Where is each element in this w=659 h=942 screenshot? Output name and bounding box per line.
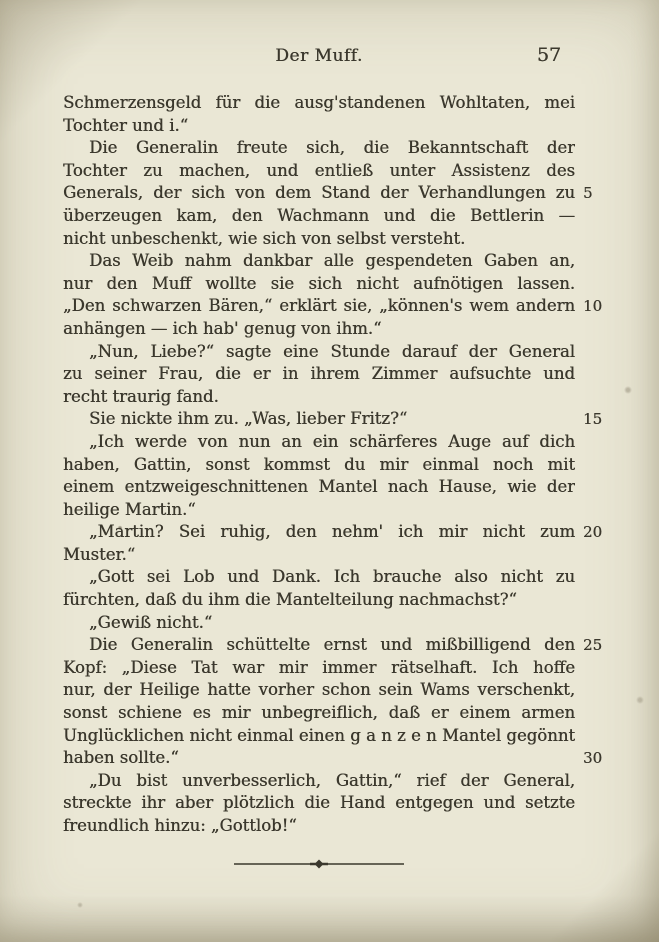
text-line — [63, 386, 575, 409]
text-line — [63, 499, 575, 522]
text-block — [63, 92, 603, 838]
line-text: zu seiner Frau, die er in ihrem Zimmer aufsuchte und — [63, 364, 575, 384]
text-line — [63, 702, 575, 725]
line-text: überzeugen kam, den Wachmann und die Bettlerin — — [63, 205, 575, 225]
line-text: „Ich werde von nun an ein schärferes Auge auf dich — [89, 431, 575, 451]
line-text: „Gewiß nicht.“ — [89, 612, 213, 632]
line-text: Muster.“ — [63, 544, 136, 564]
text-line — [63, 815, 575, 838]
line-text: Die Generalin schüttelte ernst und mißbilligend den — [89, 635, 575, 655]
text-line — [63, 137, 575, 160]
chapter-title: Der Muff. — [275, 46, 363, 66]
line-text: Das Weib nahm dankbar alle gespendeten Gaben an, — [89, 251, 575, 271]
line-text: „Du bist unverbesserlich, Gattin,“ rief der General, — [89, 770, 575, 790]
line-text: Schmerzensgeld für die ausg'standenen Wohltaten, mei — [63, 93, 575, 112]
line-text: streckte ihr aber plötzlich die Hand entgegen und setzte — [63, 793, 575, 813]
text-line — [63, 205, 575, 228]
text-line — [63, 228, 575, 251]
text-line — [63, 521, 603, 544]
text-line — [63, 566, 575, 589]
line-number: 25 — [583, 636, 603, 655]
text-line — [63, 589, 575, 612]
line-text: haben, Gattin, sonst kommst du mir einmal noch mit — [63, 454, 575, 474]
line-number: 5 — [583, 184, 593, 203]
running-header — [63, 46, 575, 76]
line-text: Sie nickte ihm zu. „Was, lieber Fritz?“ — [89, 409, 408, 429]
text-line — [63, 544, 575, 567]
text-line — [63, 250, 575, 273]
text-line — [63, 92, 575, 115]
text-line — [63, 476, 575, 499]
section-divider-ornament — [234, 858, 404, 870]
text-line — [63, 115, 575, 138]
text-line — [63, 612, 575, 635]
line-text: fürchten, daß du ihm die Mantelteilung nachmachst?“ — [63, 590, 517, 610]
line-text: heilige Martin.“ — [63, 499, 196, 519]
text-line — [63, 454, 575, 477]
line-text: Tochter und i.“ — [63, 115, 189, 135]
text-line — [63, 747, 603, 770]
line-text: Unglücklichen nicht einmal einen g a n z e n Mantel gegönnt — [63, 725, 575, 745]
line-text: Kopf: „Diese Tat war mir immer rätselhaft. Ich hoffe — [63, 657, 575, 677]
line-number: 15 — [583, 410, 603, 429]
text-line — [63, 363, 575, 386]
line-text: recht traurig fand. — [63, 386, 219, 406]
text-line — [63, 341, 575, 364]
text-line — [63, 431, 575, 454]
text-line — [63, 725, 575, 748]
line-text: Generals, der sich von dem Stand der Verhandlungen zu — [63, 183, 575, 203]
line-text: nur, der Heilige hatte vorher schon sein Wams verschenkt, — [63, 680, 575, 700]
line-number: 30 — [583, 749, 603, 768]
text-line — [63, 770, 575, 793]
line-text: sonst schiene es mir unbegreiflich, daß er einem armen — [63, 703, 575, 723]
text-line — [63, 792, 575, 815]
text-line — [63, 657, 575, 680]
line-text: nicht unbeschenkt, wie sich von selbst versteht. — [63, 228, 466, 248]
line-text: nur den Muff wollte sie sich nicht aufnötigen lassen. — [63, 273, 575, 293]
text-line — [63, 679, 575, 702]
page-number: 57 — [536, 44, 561, 66]
text-line — [63, 182, 593, 205]
line-text: „Den schwarzen Bären,“ erklärt sie, „können's wem andern — [63, 296, 575, 316]
line-text: freundlich hinzu: „Gottlob!“ — [63, 816, 297, 835]
line-text: anhängen — ich hab' genug von ihm.“ — [63, 318, 382, 338]
text-line — [63, 295, 603, 318]
text-line — [63, 160, 575, 183]
line-text: einem entzweigeschnittenen Mantel nach Hause, wie der — [63, 477, 575, 497]
line-number: 20 — [583, 523, 603, 542]
line-text: Die Generalin freute sich, die Bekanntschaft der — [89, 138, 575, 158]
page-content — [63, 44, 603, 870]
text-line — [63, 408, 603, 431]
text-line — [63, 273, 575, 296]
text-line — [63, 318, 575, 341]
line-text: „Martin? Sei ruhig, den nehm' ich mir nicht zum — [89, 522, 575, 542]
line-text: Tochter zu machen, und entließ unter Assistenz des — [63, 160, 575, 180]
text-line — [63, 634, 603, 657]
line-text: „Gott sei Lob und Dank. Ich brauche also nicht zu — [89, 567, 575, 587]
line-text: haben sollte.“ — [63, 748, 179, 768]
line-text: „Nun, Liebe?“ sagte eine Stunde darauf der General — [89, 341, 575, 361]
line-number: 10 — [583, 297, 603, 316]
